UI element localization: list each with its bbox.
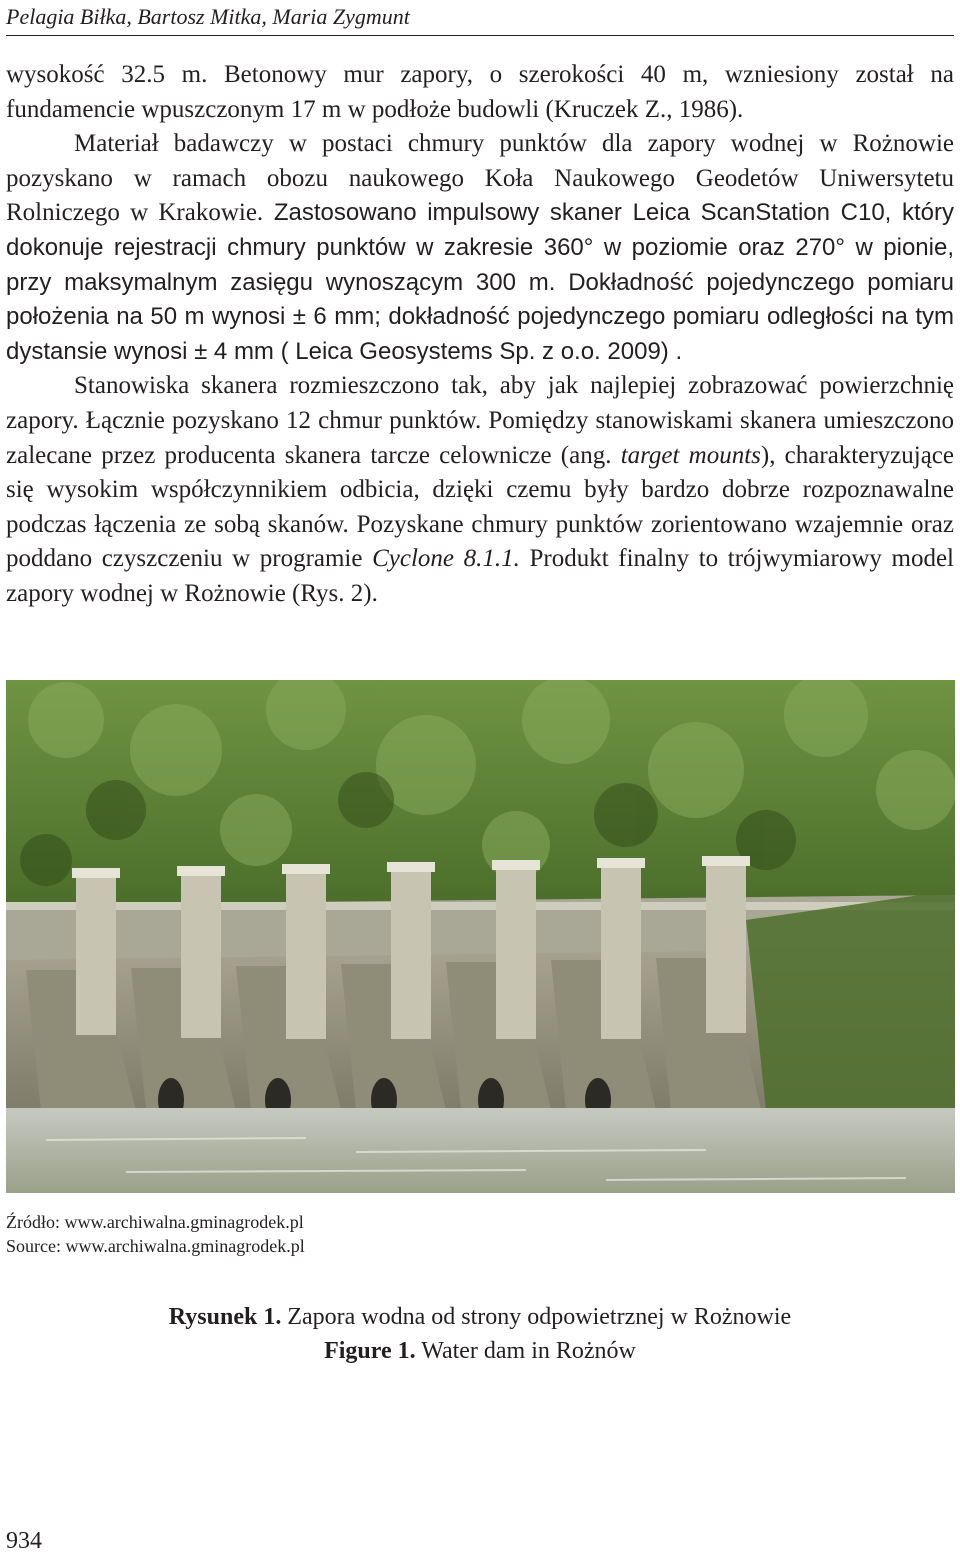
page-number: 934 (6, 1528, 42, 1554)
running-head-authors: Pelagia Biłka, Bartosz Mitka, Maria Zygmunt (6, 4, 410, 29)
paragraph-2-text-b: Zastosowano impulsowy skaner Leica ScanStation C10, który dokonuje rejestracji chmury punktów w zakresie 360° w poziomie oraz 270° w pionie, przy maksymalnym zasięgu wynoszącym 300 m. Dokładność pojedynczego pomiaru położenia na 50 m wynosi ± 6 mm; dokładność pojedynczego pomiaru odległości na tym dystansie wynosi ± 4 mm ( Leica Geosystems Sp. z o.o. 2009) . (6, 199, 954, 365)
caption-pl-text: Zapora wodna od strony odpowietrznej w Rożnowie (281, 1304, 792, 1330)
paragraph-3-text-b: ), charakteryzujące się wysokim współczynnikiem odbicia, dzięki czemu były bardzo dobrze rozpoznawalne podczas łączenia ze sobą skanów. Pozyskane chmury punktów zorientowano wzajemnie oraz poddano czyszczeniu w programie (6, 441, 954, 573)
caption-en-text: Water dam in Rożnów (415, 1338, 636, 1364)
figure-caption (0, 1300, 960, 1368)
header-rule (6, 35, 954, 36)
dam-photo (6, 680, 955, 1193)
paragraph-2-text-a: Materiał badawczy w postaci chmury punktów dla zapory wodnej w Rożnowie pozyskano w ramach obozu naukowego Koła Naukowego Geodetów Uniwersytetu Rolniczego w Krakowie. (6, 130, 954, 227)
paragraph-2 (6, 127, 954, 369)
caption-en (0, 1334, 960, 1368)
caption-en-label: Figure 1. (324, 1338, 416, 1364)
paragraph-1-text: wysokość 32.5 m. Betonowy mur zapory, o szerokości 40 m, wzniesiony został na fundamencie wpuszczonym 17 m w podłoże budowli (Kruczek Z., 1986). (6, 61, 954, 123)
paragraph-1 (6, 58, 954, 127)
body-text (6, 58, 954, 612)
paragraph-3-text-c: Produkt finalny to trójwymiarowy model zapory wodnej w Rożnowie (Rys. 2). (6, 545, 954, 607)
caption-pl-label: Rysunek 1. (168, 1304, 282, 1330)
source-en: Source: www.archiwalna.gminagrodek.pl (6, 1236, 305, 1256)
source-pl: Źródło: www.archiwalna.gminagrodek.pl (6, 1212, 304, 1232)
paragraph-3-text-a: Stanowiska skanera rozmieszczono tak, aby jak najlepiej zobrazować powierzchnię zapory. Łącznie pozyskano 12 chmur punktów. Pomiędzy stanowiskami skanera umieszczono zalecane przez producenta skanera tarcze celownicze (ang. (6, 372, 954, 469)
figure-source (6, 1210, 305, 1258)
software-name: Cyclone 8.1.1. (372, 545, 520, 573)
term-target-mounts: target mounts (620, 441, 761, 469)
paragraph-3 (6, 369, 954, 611)
caption-pl (0, 1300, 960, 1334)
